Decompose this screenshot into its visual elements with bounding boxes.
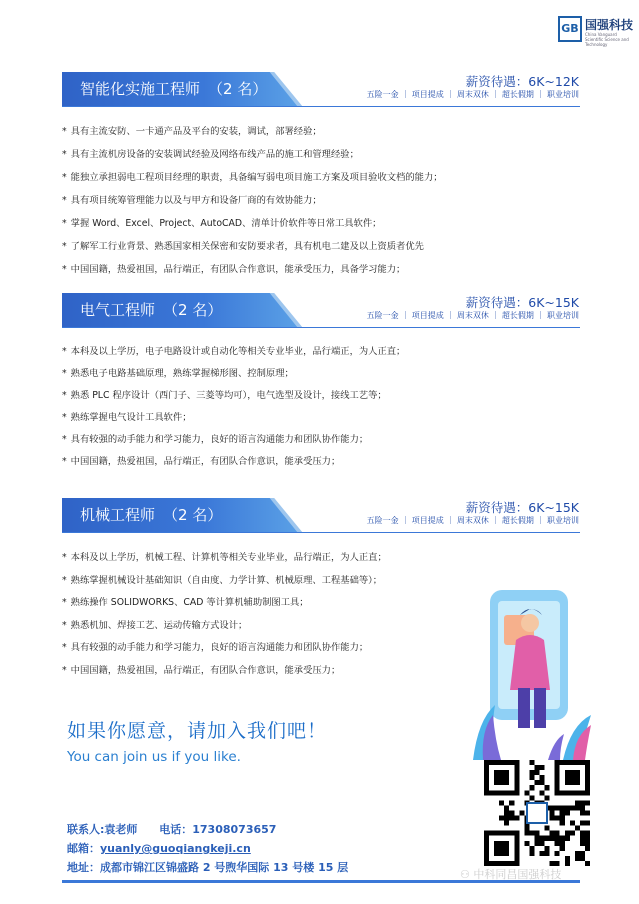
salary: 薪资待遇：6K~12K — [465, 74, 579, 89]
bullet: * — [62, 434, 67, 445]
title-underline — [62, 532, 580, 533]
requirement-text: 掌握 Word、Excel、Project、AutoCAD、清单计价软件等日常工具软件； — [70, 218, 382, 229]
contact-person: 袁老师 — [104, 823, 138, 836]
requirement-item — [62, 365, 294, 379]
bullet: * — [62, 574, 67, 586]
requirement-item — [62, 261, 405, 275]
requirement-item — [62, 594, 309, 608]
job-headcount: （2 名） — [163, 506, 223, 524]
bullet: * — [62, 390, 67, 401]
join-us-subtitle: You can join us if you like. — [67, 749, 241, 765]
requirement-text: 熟悉 PLC 程序设计（西门子、三菱等均可），电气选型及设计，接线工艺等； — [70, 390, 387, 401]
contact-person-label: 联系人: — [67, 823, 105, 836]
salary: 薪资待遇：6K~15K — [465, 295, 579, 310]
requirement-text: 能独立承担弱电工程项目经理的职责，具备编写弱电项目施工方案及项目验收文档的能力； — [70, 172, 443, 183]
requirement-item — [62, 639, 368, 653]
requirement-text: 具有项目统筹管理能力以及与甲方和设备厂商的有效协能力； — [70, 195, 322, 206]
requirement-text: 熟悉电子电路基础原理，熟练掌握梯形图、控制原理； — [70, 368, 294, 379]
bullet: * — [62, 642, 67, 653]
email-label: 邮箱： — [67, 842, 100, 855]
email-link[interactable]: yuanly@guoqiangkeji.cn — [100, 842, 251, 855]
requirement-item — [62, 572, 382, 586]
qr-code[interactable] — [484, 760, 590, 866]
requirement-item — [62, 409, 192, 423]
bullet: * — [62, 368, 67, 379]
benefits: 五险一金 ｜ 项目提成 ｜ 周末双休 ｜ 超长假期 ｜ 职业培训 — [366, 90, 579, 99]
job-headcount: （2 名） — [208, 80, 268, 98]
bullet: * — [62, 597, 67, 608]
requirement-item — [62, 453, 340, 467]
bullet: * — [62, 346, 67, 357]
job-title — [80, 72, 267, 107]
requirement-text: 熟练掌握机械设计基础知识（自由度、力学计算、机械原理、工程基础等）； — [70, 574, 383, 586]
watermark-text: 中科同昌国强科技 — [473, 868, 562, 881]
requirement-item — [62, 387, 387, 401]
bullet: * — [62, 195, 67, 206]
company-logo — [558, 14, 634, 46]
contact-email-line — [67, 840, 251, 856]
job-title-text: 机械工程师 — [80, 506, 156, 524]
job-title — [80, 293, 222, 328]
bullet: * — [62, 264, 67, 275]
title-underline — [62, 327, 580, 328]
person-with-phone-illustration — [468, 585, 598, 760]
wechat-watermark — [460, 866, 561, 882]
requirement-item — [62, 123, 322, 137]
requirement-text: 中国国籍，热爱祖国，品行端正，有团队合作意识，能承受压力； — [70, 456, 341, 467]
join-us-heading: 如果你愿意，请加入我们吧！ — [67, 720, 328, 742]
address-label: 地址： — [67, 861, 100, 874]
wechat-icon: ⚇ — [460, 868, 474, 881]
requirement-text: 具有较强的动手能力和学习能力，良好的语言沟通能力和团队协作能力； — [70, 434, 369, 445]
requirement-item — [62, 617, 247, 631]
contact-person-line — [67, 821, 276, 837]
bullet: * — [62, 456, 67, 467]
address-text: 成都市锦江区锦盛路 2 号煦华国际 13 号楼 15 层 — [100, 861, 349, 874]
requirement-text: 中国国籍，热爱祖国，品行端正，有团队合作意识，能承受压力，具备学习能力； — [70, 264, 406, 275]
bullet: * — [62, 619, 67, 631]
requirement-item — [62, 238, 424, 252]
benefits: 五险一金 ｜ 项目提成 ｜ 周末双休 ｜ 超长假期 ｜ 职业培训 — [366, 516, 579, 525]
phone-label: 电话： — [159, 823, 193, 836]
requirement-item — [62, 431, 368, 445]
requirement-item — [62, 549, 387, 563]
requirement-text: 熟练操作 SOLIDWORKS、CAD 等计算机辅助制图工具； — [70, 597, 309, 608]
job-title — [80, 498, 222, 533]
company-name: 国强科技 — [585, 18, 634, 32]
requirement-text: 本科及以上学历，机械工程、计算机等相关专业毕业，品行端正，为人正直； — [70, 552, 387, 563]
contact-address-line — [67, 859, 348, 875]
requirement-text: 熟悉机加、焊接工艺、运动传输方式设计； — [70, 619, 248, 631]
bullet: * — [62, 218, 67, 229]
bullet: * — [62, 241, 67, 252]
phone-number[interactable]: 17308073657 — [192, 823, 277, 836]
salary: 薪资待遇：6K~15K — [465, 500, 579, 515]
requirement-item — [62, 215, 381, 229]
job-title-text: 电气工程师 — [80, 301, 156, 319]
requirement-item — [62, 343, 405, 357]
bullet: * — [62, 552, 67, 563]
requirement-item — [62, 662, 340, 676]
requirement-text: 了解军工行业背景、熟悉国家相关保密和安防要求者，具有机电二建及以上资质者优先 — [70, 241, 424, 252]
job-headcount: （2 名） — [163, 301, 223, 319]
requirement-text: 具有较强的动手能力和学习能力，良好的语言沟通能力和团队协作能力； — [70, 642, 369, 653]
bullet: * — [62, 126, 67, 137]
bullet: * — [62, 412, 67, 423]
requirement-text: 具有主流机房设备的安装调试经验及网络布线产品的施工和管理经验； — [70, 149, 359, 160]
bullet: * — [62, 172, 67, 183]
requirement-text: 熟练掌握电气设计工具软件； — [70, 412, 192, 423]
requirement-item — [62, 169, 443, 183]
requirement-item — [62, 192, 322, 206]
logo-mark: GB — [558, 16, 582, 42]
job-title-text: 智能化实施工程师 — [80, 80, 201, 98]
requirement-text: 本科及以上学历，电子电路设计或自动化等相关专业毕业，品行端正，为人正直； — [70, 346, 406, 357]
requirement-text: 具有主流安防、一卡通产品及平台的安装，调试，部署经验； — [70, 126, 322, 137]
company-tagline: China Vanguard Scientific Science and Technology — [585, 32, 629, 47]
requirement-item — [62, 146, 359, 160]
bullet: * — [62, 664, 67, 676]
benefits: 五险一金 ｜ 项目提成 ｜ 周末双休 ｜ 超长假期 ｜ 职业培训 — [366, 311, 579, 320]
requirement-text: 中国国籍，热爱祖国，品行端正，有团队合作意识，能承受压力； — [70, 664, 341, 676]
title-underline — [62, 106, 580, 107]
bullet: * — [62, 149, 67, 160]
